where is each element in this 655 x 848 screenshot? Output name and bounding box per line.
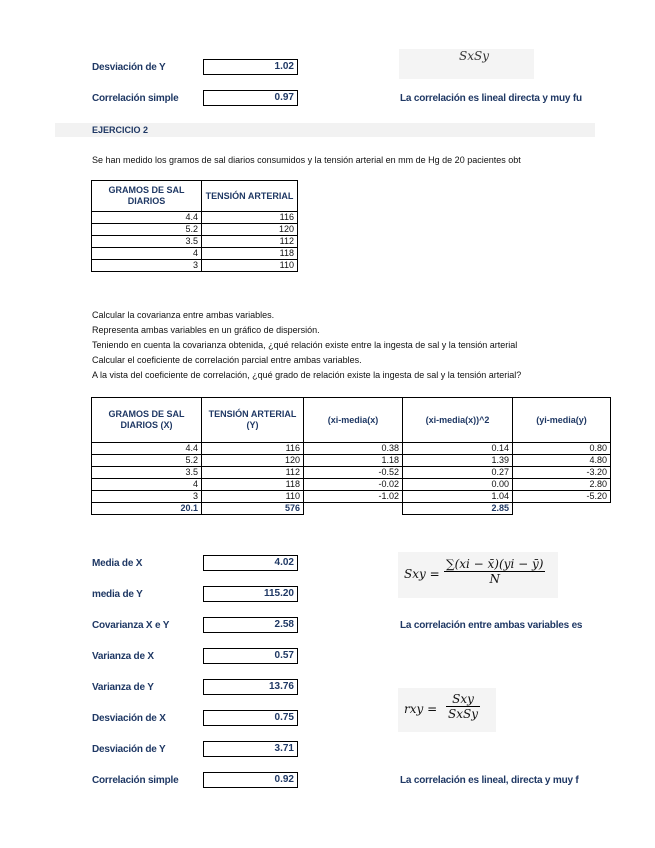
total-cell[interactable]: 576	[202, 503, 304, 515]
table2-header: (xi-media(x))^2	[403, 398, 513, 443]
section-title: EJERCICIO 2	[92, 125, 149, 135]
varx-label: Varianza de X	[92, 651, 154, 662]
table-cell[interactable]: 5.2	[92, 224, 202, 236]
desvy-value[interactable]: 3.71	[203, 741, 298, 757]
data-table-2	[91, 397, 611, 515]
table-row	[92, 467, 611, 479]
covariance-formula	[398, 552, 558, 598]
total-cell[interactable]: 2.85	[403, 503, 513, 515]
table2-header: (xi-media(x)	[304, 398, 403, 443]
table1-header-y: TENSIÓN ARTERIAL	[202, 181, 298, 212]
table-cell[interactable]: 116	[202, 443, 304, 455]
media-y-label: media de Y	[92, 589, 143, 600]
desvy-label: Desviación de Y	[92, 744, 166, 755]
table2-header: TENSIÓN ARTERIAL (Y)	[202, 398, 304, 443]
table-cell[interactable]: 120	[202, 224, 298, 236]
media-x-label: Media de X	[92, 558, 143, 569]
table-cell[interactable]: -1.02	[304, 491, 403, 503]
data-table-2-viewport	[91, 397, 607, 539]
cov-value[interactable]: 2.58	[203, 617, 298, 633]
formula2-fraction	[446, 692, 480, 721]
table-cell[interactable]: 3	[92, 491, 202, 503]
corr-label-top: Correlación simple	[92, 93, 179, 104]
table-cell[interactable]: 116	[202, 212, 298, 224]
table-cell[interactable]: 1.04	[403, 491, 513, 503]
table-cell[interactable]: 2.80	[513, 479, 611, 491]
desv-y-value-top[interactable]: 1.02	[203, 59, 298, 75]
table-cell[interactable]: -5.20	[513, 491, 611, 503]
table-row	[92, 236, 298, 248]
corr-text: La correlación es lineal, directa y muy f	[400, 775, 579, 786]
intro-paragraph: Se han medido los gramos de sal diarios consumidos y la tensión arterial en mm de Hg de 20 pacientes obt	[92, 155, 521, 165]
table2-header: (yi-media(y)	[513, 398, 611, 443]
formula-fragment-text: SxSy	[459, 49, 489, 63]
total-cell[interactable]: 20.1	[92, 503, 202, 515]
table-row	[92, 212, 298, 224]
table-row	[92, 455, 611, 467]
table-row	[92, 443, 611, 455]
table-cell[interactable]: 1.18	[304, 455, 403, 467]
data-table-1	[91, 180, 298, 272]
task-line: Teniendo en cuenta la covarianza obtenida, ¿qué relación existe entre la ingesta de sal y la tensión arterial	[92, 340, 518, 350]
table-cell[interactable]: 4.4	[92, 212, 202, 224]
table-cell[interactable]: 4.4	[92, 443, 202, 455]
desv-y-label-top: Desviación de Y	[92, 62, 166, 73]
total-cell	[513, 503, 611, 515]
table-cell[interactable]: 112	[202, 467, 304, 479]
cov-label: Covarianza X e Y	[92, 620, 170, 631]
varx-value[interactable]: 0.57	[203, 648, 298, 664]
table-row	[92, 224, 298, 236]
table-row	[92, 248, 298, 260]
media-y-value[interactable]: 115.20	[203, 586, 298, 602]
table-cell[interactable]: 0.14	[403, 443, 513, 455]
formula1-lhs: Sxy =	[404, 567, 440, 581]
vary-label: Varianza de Y	[92, 682, 154, 693]
task-line: A la vista del coeficiente de correlación, ¿qué grado de relación existe la ingesta de sal y la tensión arterial?	[92, 370, 522, 380]
table-cell[interactable]: 118	[202, 479, 304, 491]
desvx-value[interactable]: 0.75	[203, 710, 298, 726]
total-cell	[304, 503, 403, 515]
table-cell[interactable]: 0.27	[403, 467, 513, 479]
corr-label: Correlación simple	[92, 775, 179, 786]
formula2-lhs: rxy =	[404, 702, 438, 716]
table-row	[92, 260, 298, 272]
corr-value-top[interactable]: 0.97	[203, 90, 298, 106]
table-cell[interactable]: 110	[202, 260, 298, 272]
formula2-numerator: Sxy	[446, 692, 480, 707]
table-cell[interactable]: -0.02	[304, 479, 403, 491]
table-cell[interactable]: 3.5	[92, 467, 202, 479]
table-cell[interactable]: 112	[202, 236, 298, 248]
vary-value[interactable]: 13.76	[203, 679, 298, 695]
table-cell[interactable]: 4.80	[513, 455, 611, 467]
formula2-denominator: SxSy	[448, 707, 478, 721]
cov-text: La correlación entre ambas variables es	[400, 620, 583, 631]
table-totals-row	[92, 503, 611, 515]
table-cell[interactable]: 5.2	[92, 455, 202, 467]
table-cell[interactable]: 0.00	[403, 479, 513, 491]
table-cell[interactable]: 120	[202, 455, 304, 467]
corr-text-top: La correlación es lineal directa y muy fu	[400, 93, 582, 104]
table-cell[interactable]: -0.52	[304, 467, 403, 479]
formula1-denominator: N	[489, 572, 500, 586]
table1-header-x: GRAMOS DE SAL DIARIOS	[92, 181, 202, 212]
table-cell[interactable]: 3.5	[92, 236, 202, 248]
table-cell[interactable]: 0.38	[304, 443, 403, 455]
table-cell[interactable]: 1.39	[403, 455, 513, 467]
table-cell[interactable]: 118	[202, 248, 298, 260]
table2-header: GRAMOS DE SAL DIARIOS (X)	[92, 398, 202, 443]
table-cell[interactable]: 4	[92, 248, 202, 260]
correlation-formula	[398, 688, 496, 732]
desvx-label: Desviación de X	[92, 713, 166, 724]
task-line: Calcular la covarianza entre ambas variables.	[92, 310, 275, 320]
table-cell[interactable]: 4	[92, 479, 202, 491]
corr-value[interactable]: 0.92	[203, 772, 298, 788]
task-line: Representa ambas variables en un gráfico de dispersión.	[92, 325, 320, 335]
task-line: Calcular el coeficiente de correlación parcial entre ambas variables.	[92, 355, 362, 365]
formula1-numerator: ∑(xi − x̄)(yi − ȳ)	[446, 557, 544, 571]
table-cell[interactable]: 3	[92, 260, 202, 272]
table-row	[92, 491, 611, 503]
table-cell[interactable]: -3.20	[513, 467, 611, 479]
formula-fragment-top	[399, 49, 534, 79]
table-cell[interactable]: 0.80	[513, 443, 611, 455]
media-x-value[interactable]: 4.02	[203, 555, 298, 571]
table-cell[interactable]: 110	[202, 491, 304, 503]
formula1-fraction	[444, 557, 545, 586]
table-row	[92, 479, 611, 491]
